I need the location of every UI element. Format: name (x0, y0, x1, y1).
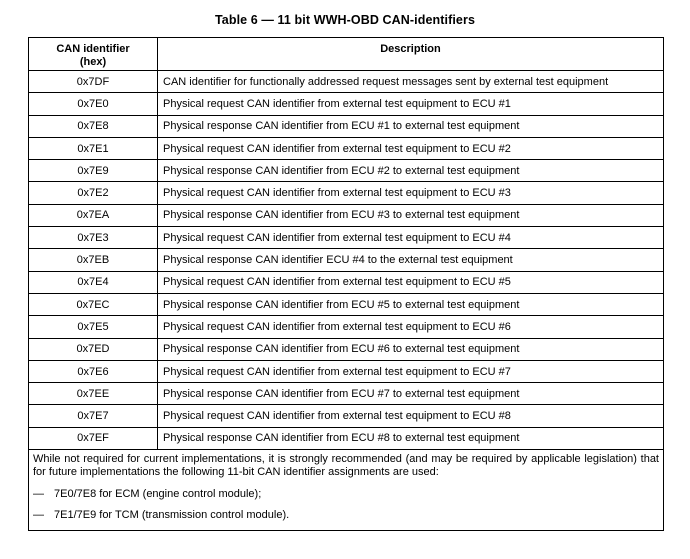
table-row (29, 137, 664, 159)
description-cell: CAN identifier for functionally addressed request messages sent by external test equipment (158, 71, 664, 93)
description-cell: Physical response CAN identifier from ECU #8 to external test equipment (158, 427, 664, 449)
table-row (29, 427, 664, 449)
can-identifier-cell: 0x7EF (29, 427, 158, 449)
can-identifier-cell: 0x7E3 (29, 227, 158, 249)
note-item-tcm (33, 509, 659, 530)
description-cell: Physical response CAN identifier from ECU #1 to external test equipment (158, 115, 664, 137)
can-identifier-cell: 0x7E6 (29, 360, 158, 382)
description-cell: Physical request CAN identifier from external test equipment to ECU #5 (158, 271, 664, 293)
header-can-identifier-line2: (hex) (79, 56, 107, 68)
can-identifier-cell: 0x7E4 (29, 271, 158, 293)
can-identifier-cell: 0x7EC (29, 293, 158, 315)
description-cell: Physical response CAN identifier from ECU #6 to external test equipment (158, 338, 664, 360)
description-cell: Physical request CAN identifier from external test equipment to ECU #7 (158, 360, 664, 382)
table-row (29, 316, 664, 338)
note-item-text: 7E0/7E8 for ECM (engine control module); (54, 488, 262, 501)
table-row (29, 160, 664, 182)
description-cell: Physical request CAN identifier from external test equipment to ECU #1 (158, 93, 664, 115)
header-can-identifier (29, 38, 158, 71)
note-item-text: 7E1/7E9 for TCM (transmission control module). (54, 509, 290, 522)
description-cell: Physical request CAN identifier from external test equipment to ECU #4 (158, 227, 664, 249)
description-cell: Physical request CAN identifier from external test equipment to ECU #3 (158, 182, 664, 204)
can-identifier-cell: 0x7E9 (29, 160, 158, 182)
table-row (29, 249, 664, 271)
can-identifier-cell: 0x7E5 (29, 316, 158, 338)
note-item-ecm (33, 488, 659, 509)
note-dash: — (33, 509, 44, 522)
table-row (29, 71, 664, 93)
can-identifier-cell: 0x7E2 (29, 182, 158, 204)
note-paragraph: While not required for current implementations, it is strongly recommended (and may be required by applicable legislation) that for future implementations the following 11-bit CAN identifier assignments are used: (33, 453, 659, 479)
can-identifier-cell: 0x7EB (29, 249, 158, 271)
description-cell: Physical response CAN identifier from ECU #3 to external test equipment (158, 204, 664, 226)
table-row (29, 271, 664, 293)
header-can-identifier-line1: CAN identifier (56, 43, 130, 55)
can-identifier-cell: 0x7ED (29, 338, 158, 360)
table-row (29, 360, 664, 382)
table-body (29, 71, 664, 450)
description-cell: Physical request CAN identifier from external test equipment to ECU #8 (158, 405, 664, 427)
description-cell: Physical request CAN identifier from external test equipment to ECU #2 (158, 137, 664, 159)
can-identifier-cell: 0x7E0 (29, 93, 158, 115)
can-identifier-cell: 0x7EA (29, 204, 158, 226)
table-row (29, 182, 664, 204)
table-note-row (29, 450, 664, 531)
can-identifier-table (28, 37, 664, 531)
description-cell: Physical response CAN identifier from ECU #5 to external test equipment (158, 293, 664, 315)
table-note (29, 450, 664, 531)
note-list (33, 488, 659, 530)
note-dash: — (33, 488, 44, 501)
table-row (29, 293, 664, 315)
description-cell: Physical response CAN identifier ECU #4 to the external test equipment (158, 249, 664, 271)
table-caption: Table 6 — 11 bit WWH-OBD CAN-identifiers (214, 13, 476, 27)
can-identifier-cell: 0x7E1 (29, 137, 158, 159)
table-row (29, 383, 664, 405)
description-cell: Physical request CAN identifier from external test equipment to ECU #6 (158, 316, 664, 338)
table-row (29, 93, 664, 115)
table-row (29, 405, 664, 427)
can-identifier-cell: 0x7E7 (29, 405, 158, 427)
description-cell: Physical response CAN identifier from ECU #7 to external test equipment (158, 383, 664, 405)
can-identifier-cell: 0x7DF (29, 71, 158, 93)
table-header-row (29, 38, 664, 71)
table-row (29, 204, 664, 226)
header-description: Description (158, 38, 664, 71)
table-row (29, 115, 664, 137)
table-row (29, 338, 664, 360)
can-identifier-cell: 0x7EE (29, 383, 158, 405)
description-cell: Physical response CAN identifier from ECU #2 to external test equipment (158, 160, 664, 182)
table-row (29, 227, 664, 249)
can-identifier-cell: 0x7E8 (29, 115, 158, 137)
